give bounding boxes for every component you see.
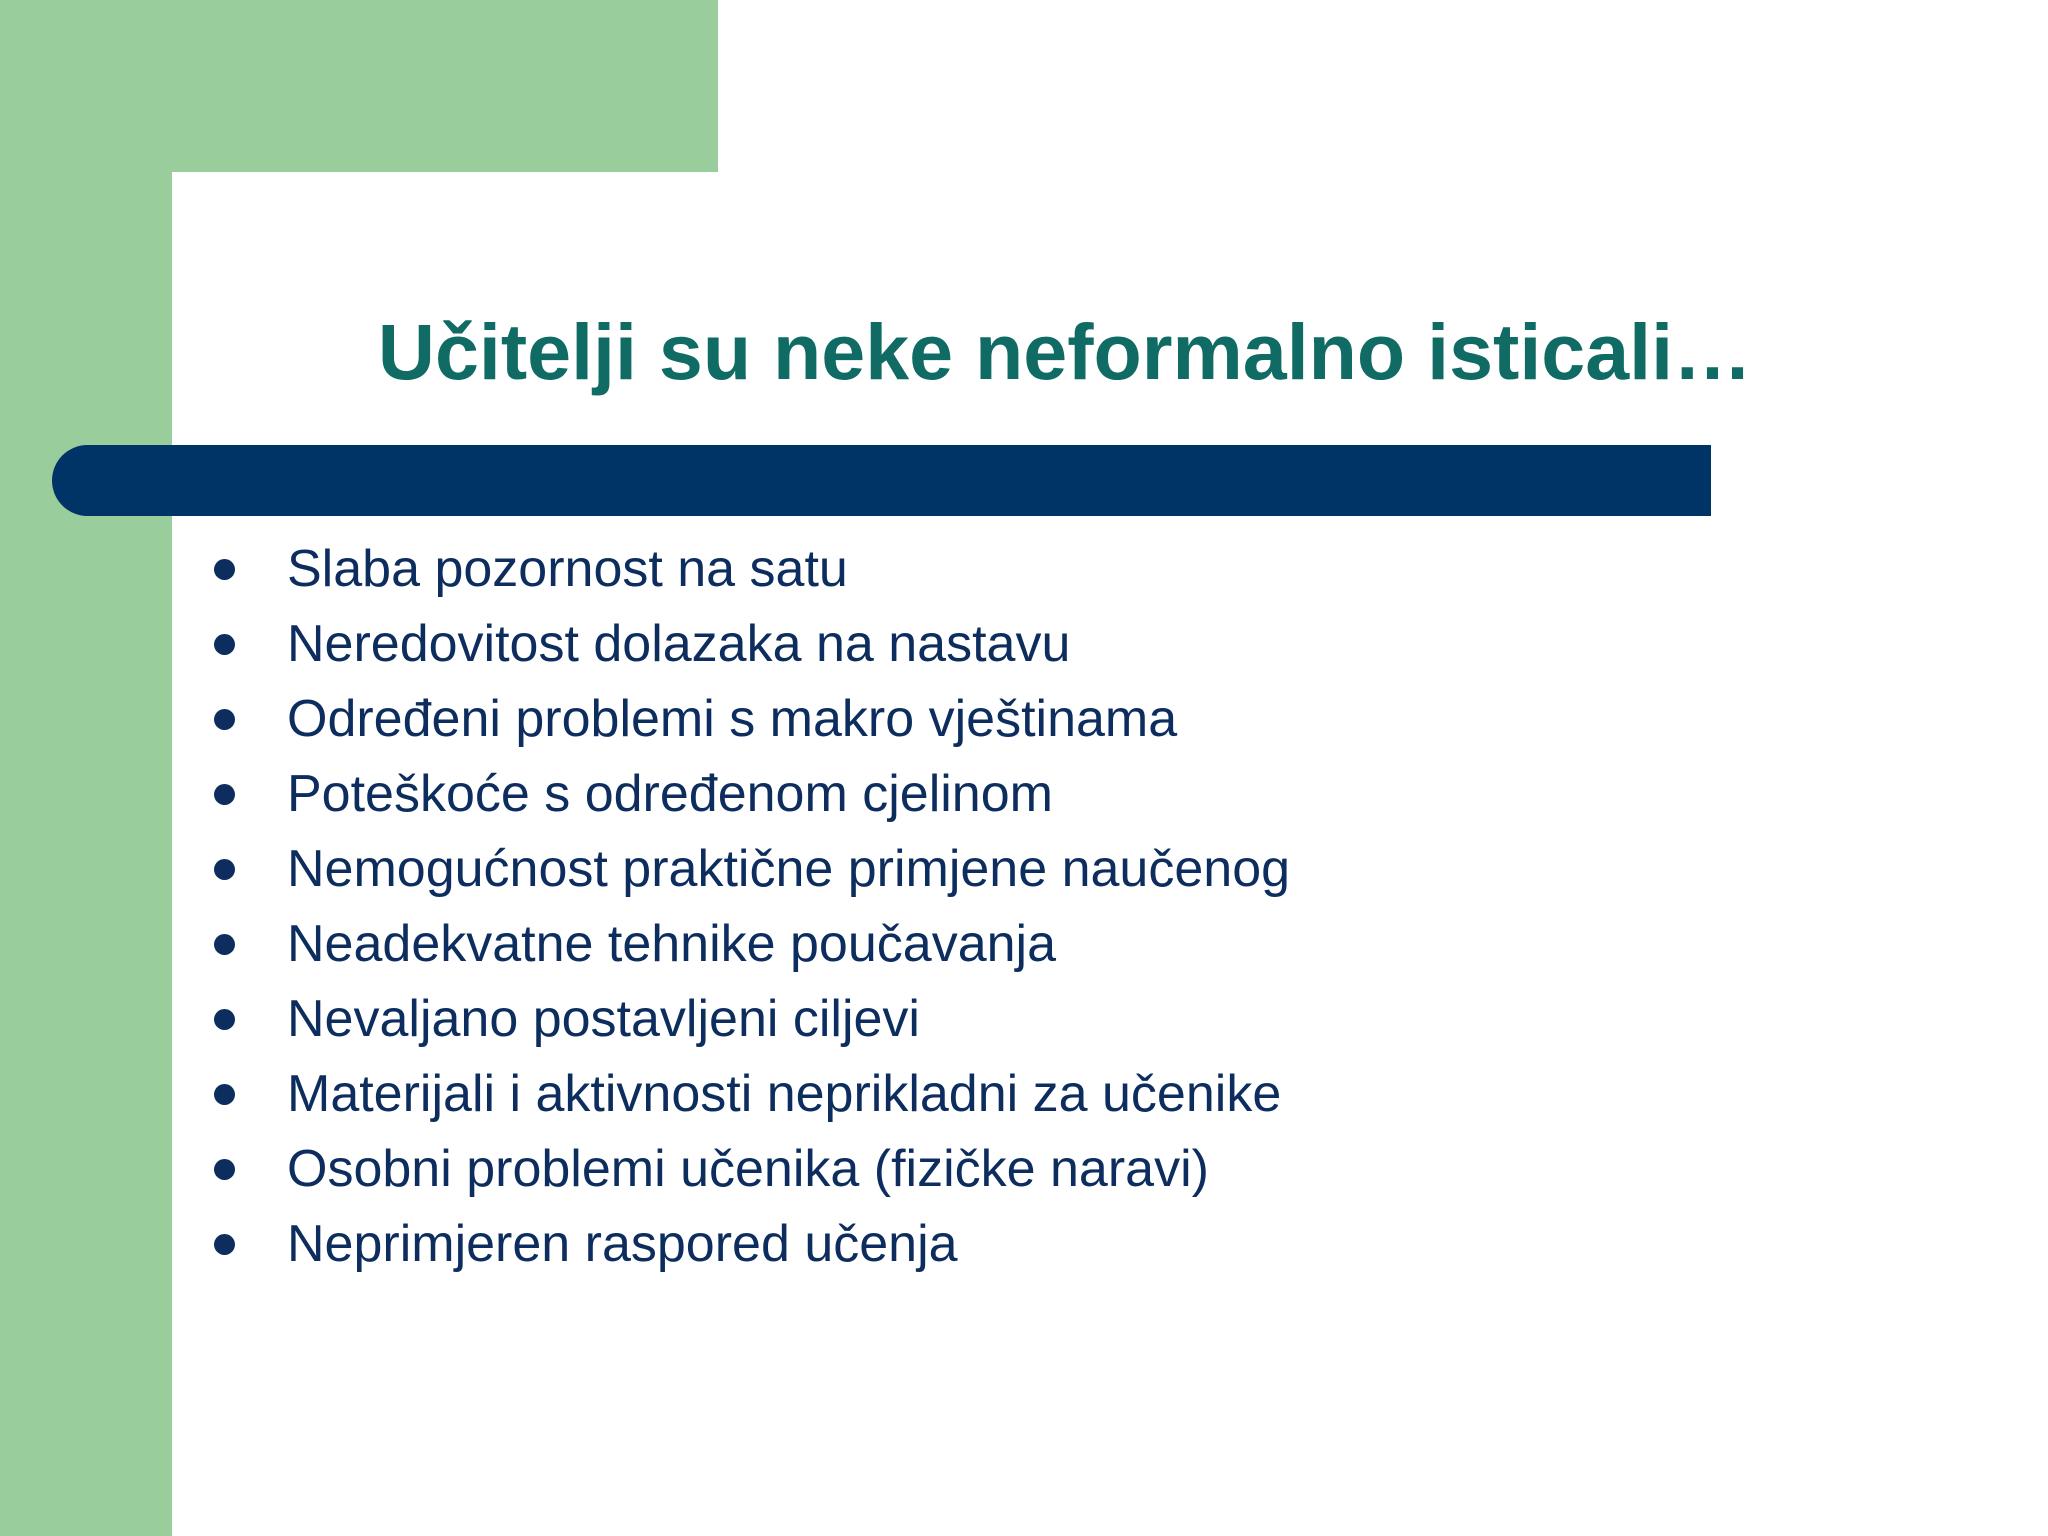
list-item-text: Nevaljano postavljeni ciljevi: [287, 990, 920, 1048]
list-item-text: Slaba pozornost na satu: [287, 540, 848, 598]
list-item-text: Poteškoće s određenom cjelinom: [287, 765, 1053, 823]
bullet-dot-icon: [214, 1009, 235, 1030]
bullet-dot-icon: [214, 859, 235, 880]
list-item-text: Neredovitost dolazaka na nastavu: [287, 615, 1071, 673]
green-accent-left: [0, 0, 172, 1536]
bullet-dot-icon: [214, 784, 235, 805]
bullet-dot-icon: [214, 934, 235, 955]
bullet-dot-icon: [214, 1084, 235, 1105]
bullet-dot-icon: [214, 709, 235, 730]
bullet-dot-icon: [214, 1234, 235, 1255]
list-item-text: Nemogućnost praktične primjene naučenog: [287, 840, 1291, 898]
bullet-dot-icon: [214, 634, 235, 655]
slide-title: Učitelji su neke neformalno isticali…: [377, 307, 1753, 396]
list-item-text: Neadekvatne tehnike poučavanja: [287, 915, 1057, 973]
list-item-text: Materijali i aktivnosti neprikladni za učenike: [287, 1065, 1282, 1123]
list-item-text: Određeni problemi s makro vještinama: [287, 690, 1178, 748]
list-item-text: Neprimjeren raspored učenja: [287, 1215, 958, 1273]
bullet-dot-icon: [214, 559, 235, 580]
bullet-dot-icon: [214, 1159, 235, 1180]
title-underline-bar: [52, 445, 1711, 516]
list-item-text: Osobni problemi učenika (fizičke naravi): [287, 1140, 1209, 1198]
green-accent-top: [0, 0, 718, 172]
